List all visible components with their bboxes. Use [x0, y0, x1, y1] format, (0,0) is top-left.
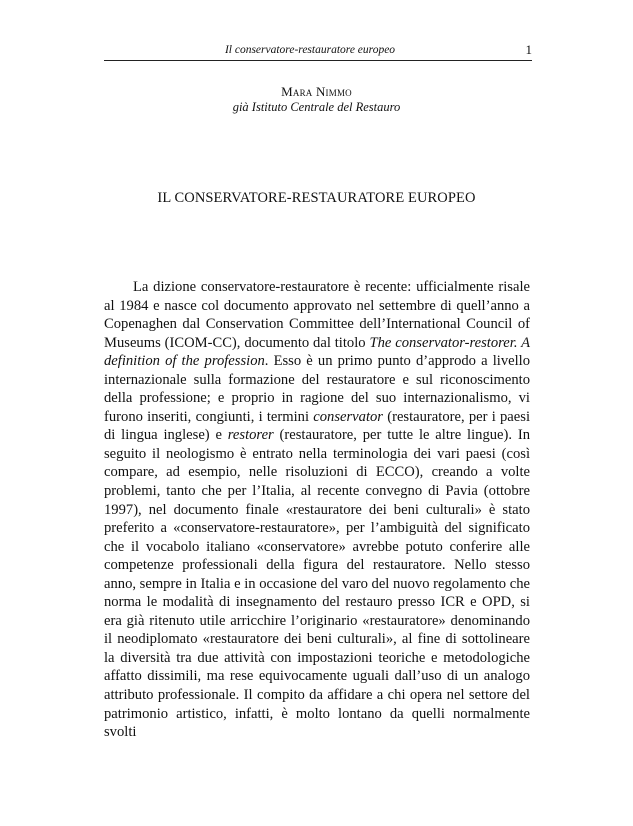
work-title-italic: The conservator-restorer. A definition of the profession [104, 334, 531, 370]
author-affiliation: già Istituto Centrale del Restauro [232, 100, 401, 114]
paragraph-text: La dizione conservatore-restauratore è recente: ufficialmente risale al 1984 e nasce col documento approvato nel settembre di quell’anno a Copenaghen dal Conservation Committee dell’International Council of Museums (ICOM-CC), documento dal titolo [104, 279, 530, 351]
term-italic-restorer: restorer [227, 427, 274, 444]
term-italic-conservator: conservator [313, 408, 383, 425]
header-divider [104, 60, 532, 61]
running-header [104, 42, 532, 60]
author-name: Mara Nimmo [281, 84, 352, 99]
running-title: Il conservatore-restauratore europeo [224, 44, 396, 56]
paragraph-text: (restauratore, per tutte le altre lingue). In seguito il neologismo è entrato nella terminologia dei vari paesi (così compare, ad esempio, nelle risoluzioni di ECCO), creando a volte problemi, tanto che per l’Italia, al recente convegno di Pavia (ottobre 1997), nel documento finale «restauratore dei beni culturali» è stato preferito a «conservatore-restauratore», per l’ambiguità del significato che il vocabolo italiano «conservatore» avrebbe potuto conferire alle competenze professionali della figura del restauratore. Nello stesso anno, sempre in Italia e in occasione del varo del nuovo regolamento che norma le modalità di insegnamento del restauro presso ICR e OPD, si era già ritenuto utile arricchire l’originario «restauratore» denominando il neodiplomato «restauratore dei beni culturali», al fine di sottolineare la diversità tra due attività con impostazioni teoriche e metodologiche affatto dissimili, ma rese equivocamente uguali dall’uso di un analogo attributo professionale. Il compito da affidare a chi opera nel settore del patrimonio artistico, infatti, è molto lontano da quelli normalmente svolti [104, 427, 530, 741]
page-number: 1 [525, 42, 532, 57]
paragraph-text: . Esso è un primo punto d’approdo a livello internazionale sulla formazione del restauratore e sul riconoscimento della professione; e proprio in ragione del suo internazionalismo, vi furono inseriti, congiunti, i termini [104, 353, 530, 425]
article-title: IL CONSERVATORE-RESTAURATORE EUROPEO [157, 190, 476, 206]
paragraph-text: (restauratore, per i paesi di lingua inglese) e [104, 408, 530, 444]
body-paragraph [104, 278, 530, 742]
